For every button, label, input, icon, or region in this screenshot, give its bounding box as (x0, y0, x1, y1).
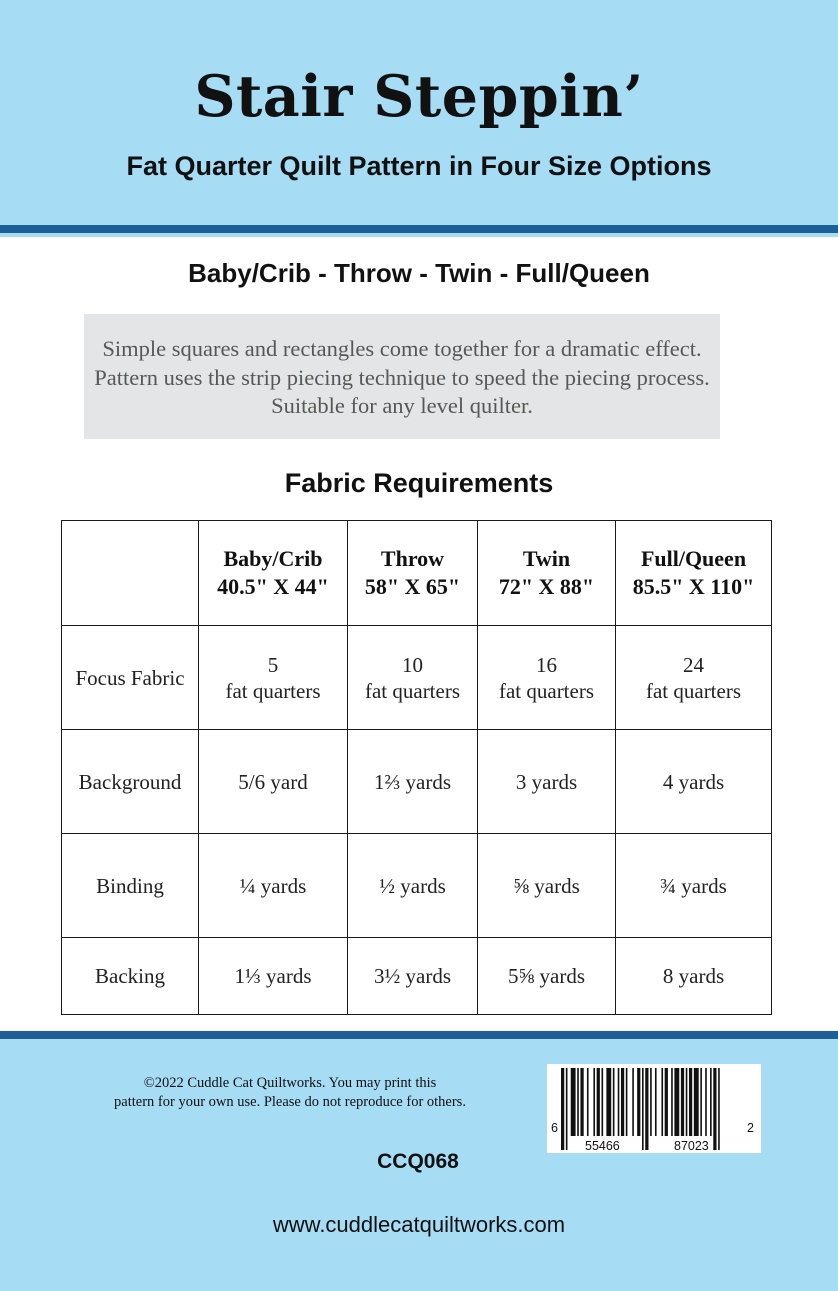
fabric-requirements-heading: Fabric Requirements (284, 468, 554, 498)
barcode-bar (621, 1068, 624, 1136)
pattern-subtitle: Fat Quarter Quilt Pattern in Four Size Options (126, 151, 712, 181)
size-options-line: Baby/Crib - Throw - Twin - Full/Queen (188, 258, 650, 288)
header-divider-dark (0, 225, 838, 233)
barcode-digit-first: 6 (551, 1121, 558, 1135)
table-cell: 4 yards (616, 730, 772, 834)
column-header-baby-crib: Baby/Crib 40.5" X 44" (199, 521, 348, 626)
barcode-bar (642, 1068, 644, 1150)
barcode-bar (689, 1068, 692, 1136)
barcode-bar (645, 1068, 648, 1150)
barcode-bar (710, 1068, 712, 1136)
table-cell: 16 fat quarters (478, 626, 616, 730)
barcode-bars (547, 1064, 761, 1153)
row-label: Binding (62, 834, 199, 938)
barcode-bar (671, 1068, 673, 1136)
barcode-bar (571, 1068, 576, 1136)
barcode-bar (650, 1068, 652, 1136)
barcode-bar (593, 1068, 595, 1136)
barcode-bar (665, 1068, 668, 1136)
barcode-group-right: 87023 (674, 1139, 709, 1153)
table-cell: ¾ yards (616, 834, 772, 938)
table-cell: 10 fat quarters (348, 626, 478, 730)
table-cell: 1⅓ yards (199, 938, 348, 1015)
column-header-full-queen: Full/Queen 85.5" X 110" (616, 521, 772, 626)
barcode-bar (705, 1068, 707, 1136)
barcode-bar (681, 1068, 684, 1136)
column-header-twin: Twin 72" X 88" (478, 521, 616, 626)
barcode-bar (694, 1068, 699, 1136)
barcode-bar (718, 1068, 720, 1150)
barcode (547, 1064, 761, 1153)
barcode-bar (626, 1068, 628, 1136)
row-label: Backing (62, 938, 199, 1015)
header-divider-light (0, 233, 838, 237)
copyright-notice: ©2022 Cuddle Cat Quiltworks. You may print this pattern for your own use. Please do not reproduce for others. (114, 1075, 466, 1110)
table-cell: 3½ yards (348, 938, 478, 1015)
barcode-bar (587, 1068, 589, 1136)
pattern-title: Stair Steppin’ (194, 63, 644, 130)
product-code: CCQ068 (377, 1150, 459, 1173)
barcode-bar (602, 1068, 604, 1136)
barcode-bar (700, 1068, 702, 1136)
table-cell: 1⅔ yards (348, 730, 478, 834)
table-cell: 3 yards (478, 730, 616, 834)
description-box (84, 314, 720, 439)
table-cell: 5 fat quarters (199, 626, 348, 730)
barcode-bar (674, 1068, 679, 1136)
table-corner-cell (62, 521, 199, 626)
barcode-bar (566, 1068, 568, 1150)
column-header-throw: Throw 58" X 65" (348, 521, 478, 626)
barcode-bar (661, 1068, 663, 1136)
footer-divider-dark (0, 1031, 838, 1039)
barcode-bar (561, 1068, 564, 1150)
row-label: Background (62, 730, 199, 834)
barcode-digit-last: 2 (747, 1121, 754, 1135)
row-label: Focus Fabric (62, 626, 199, 730)
barcode-bar (618, 1068, 620, 1136)
table-cell: 5/6 yard (199, 730, 348, 834)
barcode-bar (580, 1068, 583, 1136)
table-cell: 5⅝ yards (478, 938, 616, 1015)
table-cell: ¼ yards (199, 834, 348, 938)
barcode-bar (686, 1068, 688, 1136)
barcode-bar (613, 1068, 615, 1136)
table-row-focus-fabric (62, 626, 772, 730)
barcode-group-left: 55466 (585, 1139, 620, 1153)
table-header-row (62, 521, 772, 626)
fabric-requirements-table (61, 520, 772, 1015)
barcode-bar (713, 1068, 716, 1150)
table-cell: 8 yards (616, 938, 772, 1015)
website-url: www.cuddlecatquiltworks.com (272, 1212, 566, 1237)
table-row-backing (62, 938, 772, 1015)
barcode-bar (597, 1068, 600, 1136)
barcode-bar (577, 1068, 579, 1136)
description-text: Simple squares and rectangles come together for a dramatic effect. Pattern uses the strip piecing technique to speed the piecing process. Suitable for any level quilter. (94, 336, 710, 418)
barcode-bar (655, 1068, 657, 1136)
table-row-binding (62, 834, 772, 938)
barcode-bar (606, 1068, 611, 1136)
table-cell: ⅝ yards (478, 834, 616, 938)
barcode-bar (632, 1068, 634, 1136)
table-cell: ½ yards (348, 834, 478, 938)
barcode-bar (637, 1068, 640, 1136)
table-row-background (62, 730, 772, 834)
table-cell: 24 fat quarters (616, 626, 772, 730)
